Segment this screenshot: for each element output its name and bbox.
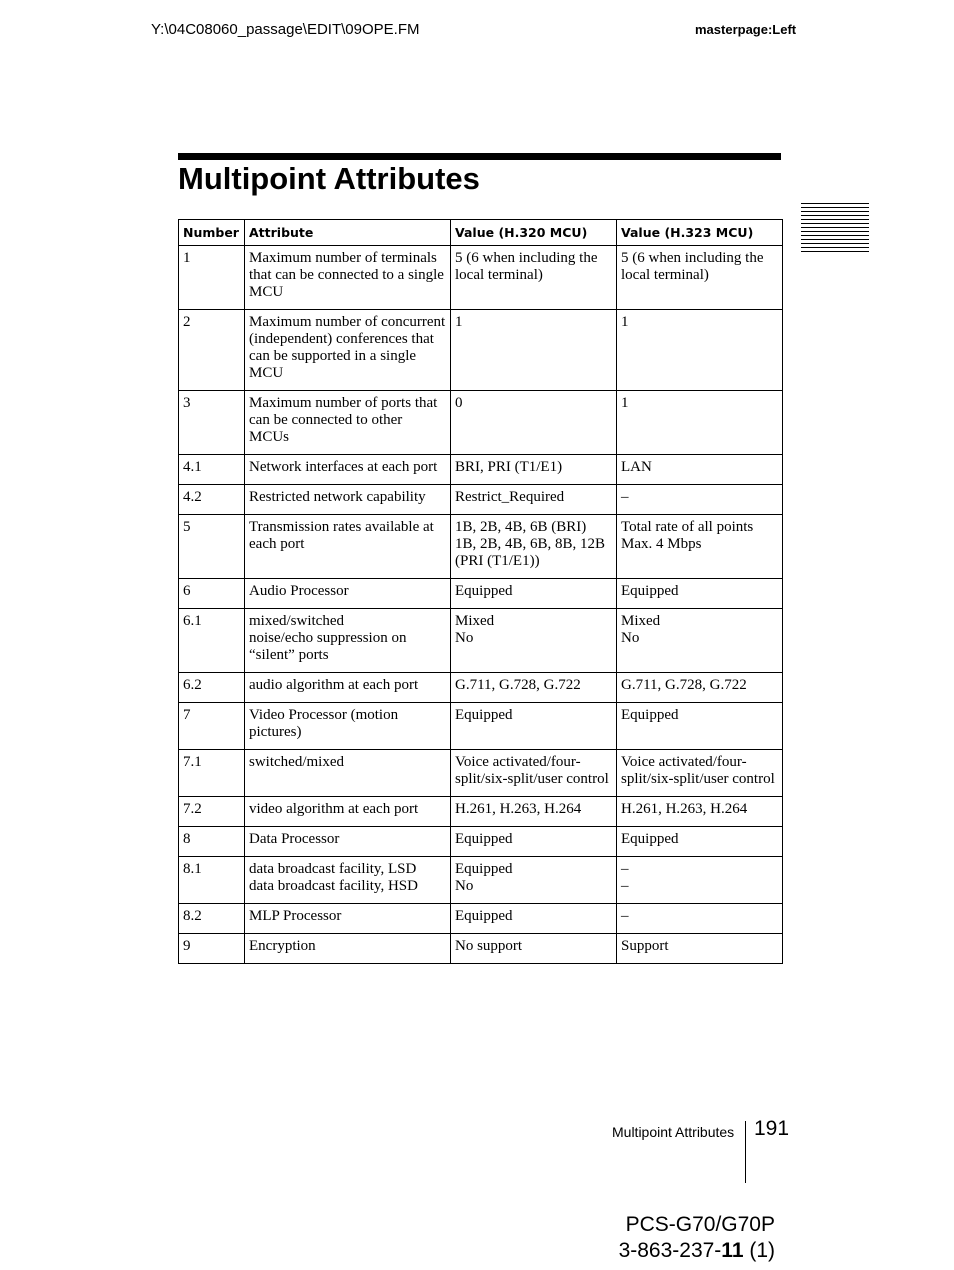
cell-value-h320: 1 bbox=[451, 310, 617, 391]
footer-section-label: Multipoint Attributes bbox=[612, 1124, 735, 1140]
header-value-h323: Value (H.323 MCU) bbox=[617, 220, 783, 246]
model-name: PCS-G70/G70P bbox=[625, 1213, 775, 1236]
cell-number: 3 bbox=[179, 391, 245, 455]
cell-attribute: MLP Processor bbox=[245, 904, 451, 934]
page-number: 191 bbox=[754, 1117, 790, 1140]
cell-attribute: mixed/switched noise/echo suppression on “silent” ports bbox=[245, 609, 451, 673]
table-row bbox=[179, 485, 783, 515]
cell-number: 4.1 bbox=[179, 455, 245, 485]
cell-value-h320: BRI, PRI (T1/E1) bbox=[451, 455, 617, 485]
cell-attribute: switched/mixed bbox=[245, 750, 451, 797]
cell-attribute: video algorithm at each port bbox=[245, 797, 451, 827]
table-row bbox=[179, 750, 783, 797]
cell-value-h320: 5 (6 when including the local terminal) bbox=[451, 246, 617, 310]
cell-number: 6.2 bbox=[179, 673, 245, 703]
cell-attribute: Maximum number of terminals that can be connected to a single MCU bbox=[245, 246, 451, 310]
code-prefix: 3-863-237- bbox=[618, 1239, 722, 1262]
model-info bbox=[619, 1212, 775, 1264]
cell-number: 7.2 bbox=[179, 797, 245, 827]
cell-number: 1 bbox=[179, 246, 245, 310]
cell-number: 6.1 bbox=[179, 609, 245, 673]
cell-value-h323: Support bbox=[617, 934, 783, 964]
table-row bbox=[179, 391, 783, 455]
cell-value-h320: Equipped bbox=[451, 827, 617, 857]
attributes-table bbox=[178, 219, 783, 964]
cell-number: 6 bbox=[179, 579, 245, 609]
cell-number: 5 bbox=[179, 515, 245, 579]
cell-value-h323: Total rate of all points Max. 4 Mbps bbox=[617, 515, 783, 579]
model-code bbox=[619, 1238, 775, 1264]
cell-value-h323: 1 bbox=[617, 391, 783, 455]
table-row bbox=[179, 609, 783, 673]
table-row bbox=[179, 310, 783, 391]
cell-value-h323: Equipped bbox=[617, 827, 783, 857]
cell-attribute: data broadcast facility, LSD data broadcast facility, HSD bbox=[245, 857, 451, 904]
cell-value-h323: – – bbox=[617, 857, 783, 904]
cell-value-h323: – bbox=[617, 485, 783, 515]
cell-attribute: Data Processor bbox=[245, 827, 451, 857]
cell-attribute: Network interfaces at each port bbox=[245, 455, 451, 485]
cell-value-h320: Equipped bbox=[451, 579, 617, 609]
page-title: Multipoint Attributes bbox=[178, 161, 480, 196]
cell-number: 7.1 bbox=[179, 750, 245, 797]
cell-value-h323: Equipped bbox=[617, 703, 783, 750]
header-number: Number bbox=[179, 220, 245, 246]
cell-value-h320: Mixed No bbox=[451, 609, 617, 673]
cell-value-h323: Mixed No bbox=[617, 609, 783, 673]
cell-number: 7 bbox=[179, 703, 245, 750]
cell-number: 8.1 bbox=[179, 857, 245, 904]
cell-attribute: Audio Processor bbox=[245, 579, 451, 609]
table-row bbox=[179, 797, 783, 827]
cell-number: 9 bbox=[179, 934, 245, 964]
cell-value-h323: – bbox=[617, 904, 783, 934]
cell-value-h320: No support bbox=[451, 934, 617, 964]
footer-divider bbox=[745, 1121, 746, 1183]
cell-value-h323: LAN bbox=[617, 455, 783, 485]
cell-number: 2 bbox=[179, 310, 245, 391]
cell-value-h323: Voice activated/four-split/six-split/user control bbox=[617, 750, 783, 797]
code-bold: 11 bbox=[721, 1239, 744, 1262]
table-row bbox=[179, 703, 783, 750]
cell-attribute: Video Processor (motion pictures) bbox=[245, 703, 451, 750]
header-attribute: Attribute bbox=[245, 220, 451, 246]
cell-value-h320: 0 bbox=[451, 391, 617, 455]
masterpage-label: masterpage:Left bbox=[695, 22, 797, 37]
cell-value-h320: Equipped No bbox=[451, 857, 617, 904]
table-row bbox=[179, 934, 783, 964]
cell-attribute: Maximum number of ports that can be connected to other MCUs bbox=[245, 391, 451, 455]
cell-attribute: Maximum number of concurrent (independent) conferences that can be supported in a single MCU bbox=[245, 310, 451, 391]
table-row bbox=[179, 673, 783, 703]
cell-number: 8.2 bbox=[179, 904, 245, 934]
cell-attribute: audio algorithm at each port bbox=[245, 673, 451, 703]
table-header-row bbox=[179, 220, 783, 246]
section-thumb-tab bbox=[801, 203, 869, 255]
table-row bbox=[179, 579, 783, 609]
cell-value-h320: Equipped bbox=[451, 904, 617, 934]
header-value-h320: Value (H.320 MCU) bbox=[451, 220, 617, 246]
table-row bbox=[179, 904, 783, 934]
table-row bbox=[179, 455, 783, 485]
cell-value-h320: Restrict_Required bbox=[451, 485, 617, 515]
cell-value-h320: Equipped bbox=[451, 703, 617, 750]
cell-value-h323: G.711, G.728, G.722 bbox=[617, 673, 783, 703]
cell-value-h320: Voice activated/four-split/six-split/user control bbox=[451, 750, 617, 797]
cell-value-h323: Equipped bbox=[617, 579, 783, 609]
cell-attribute: Encryption bbox=[245, 934, 451, 964]
file-path: Y:\04C08060_passage\EDIT\09OPE.FM bbox=[151, 21, 420, 38]
cell-attribute: Restricted network capability bbox=[245, 485, 451, 515]
cell-number: 8 bbox=[179, 827, 245, 857]
cell-value-h320: H.261, H.263, H.264 bbox=[451, 797, 617, 827]
title-rule bbox=[178, 153, 781, 160]
cell-value-h320: 1B, 2B, 4B, 6B (BRI) 1B, 2B, 4B, 6B, 8B, 12B (PRI (T1/E1)) bbox=[451, 515, 617, 579]
table-row bbox=[179, 515, 783, 579]
table-body bbox=[179, 246, 783, 964]
cell-value-h323: H.261, H.263, H.264 bbox=[617, 797, 783, 827]
cell-value-h323: 1 bbox=[617, 310, 783, 391]
table-row bbox=[179, 827, 783, 857]
table-row bbox=[179, 246, 783, 310]
cell-value-h320: G.711, G.728, G.722 bbox=[451, 673, 617, 703]
code-suffix: (1) bbox=[743, 1239, 775, 1262]
cell-number: 4.2 bbox=[179, 485, 245, 515]
cell-value-h323: 5 (6 when including the local terminal) bbox=[617, 246, 783, 310]
cell-attribute: Transmission rates available at each port bbox=[245, 515, 451, 579]
table-row bbox=[179, 857, 783, 904]
